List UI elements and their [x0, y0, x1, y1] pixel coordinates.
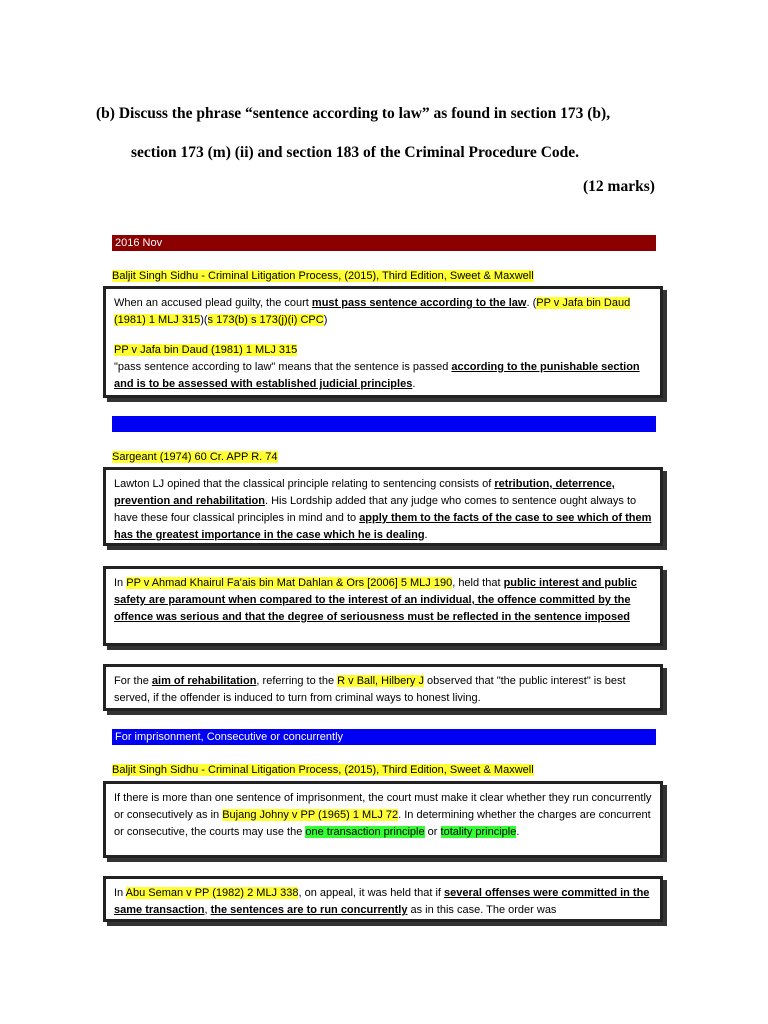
source-reference-2: Sargeant (1974) 60 Cr. APP R. 74: [112, 451, 278, 463]
note-text: If there is more than one sentence of imprisonment, the court must make it clear whether they run concurrently or consecutively as in Bujang Johny v PP (1965) 1 MLJ 72. In determining whether the charges are concurrent or consecutive, the courts may use the one transaction principle or totality principle.: [114, 792, 652, 838]
note-text: For the aim of rehabilitation, referring to the R v Ball, Hilbery J observed that "the public interest" is best served, if the offender is induced to turn from criminal ways to honest living.: [114, 675, 626, 704]
note-box-3: [103, 566, 663, 646]
note-box-2: [103, 467, 663, 546]
source-reference-3: Baljit Singh Sidhu - Criminal Litigation Process, (2015), Third Edition, Sweet & Maxwell: [112, 764, 534, 776]
section-bar-imprisonment: For imprisonment, Consecutive or concurrently: [112, 729, 656, 745]
note-box-6: [103, 876, 663, 922]
section-bar-blue: [112, 416, 656, 432]
question-line-2: section 173 (m) (ii) and section 183 of the Criminal Procedure Code.: [131, 144, 580, 161]
section-bar-2016-nov: 2016 Nov: [112, 235, 656, 251]
note-box-4: [103, 664, 663, 711]
question-marks: (12 marks): [583, 178, 655, 195]
note-text: Lawton LJ opined that the classical principle relating to sentencing consists of retribution, deterrence, prevention and rehabilitation. His Lordship added that any judge who comes to sentence ought always to have these four classical principles in mind and to apply them to the facts of the case to see which of them has the greatest importance in the case which he is dealing.: [114, 478, 652, 541]
note-text: "pass sentence according to law" means that the sentence is passed according to the punishable section and is to be assessed with established judicial principles.: [114, 361, 640, 390]
note-text: When an accused plead guilty, the court must pass sentence according to the law. (PP v Jafa bin Daud (1981) 1 MLJ 315)(s 173(b) s 173(j)(i) CPC): [114, 297, 631, 326]
question-line-1: (b) Discuss the phrase “sentence according to law” as found in section 173 (b),: [96, 105, 611, 122]
note-box-5: [103, 781, 663, 858]
source-reference-1: Baljit Singh Sidhu - Criminal Litigation Process, (2015), Third Edition, Sweet & Maxwell: [112, 270, 534, 282]
note-text: In PP v Ahmad Khairul Fa'ais bin Mat Dahlan & Ors [2006] 5 MLJ 190, held that public interest and public safety are paramount when compared to the interest of an individual, the offence committed by the offence was serious and that the degree of seriousness must be reflected in the sentence imposed: [114, 577, 637, 623]
note-text: In Abu Seman v PP (1982) 2 MLJ 338, on appeal, it was held that if several offenses were committed in the same transaction, the sentences are to run concurrently as in this case. The order was: [114, 887, 650, 916]
case-heading: PP v Jafa bin Daud (1981) 1 MLJ 315: [114, 344, 298, 356]
note-box-1: [103, 286, 663, 398]
